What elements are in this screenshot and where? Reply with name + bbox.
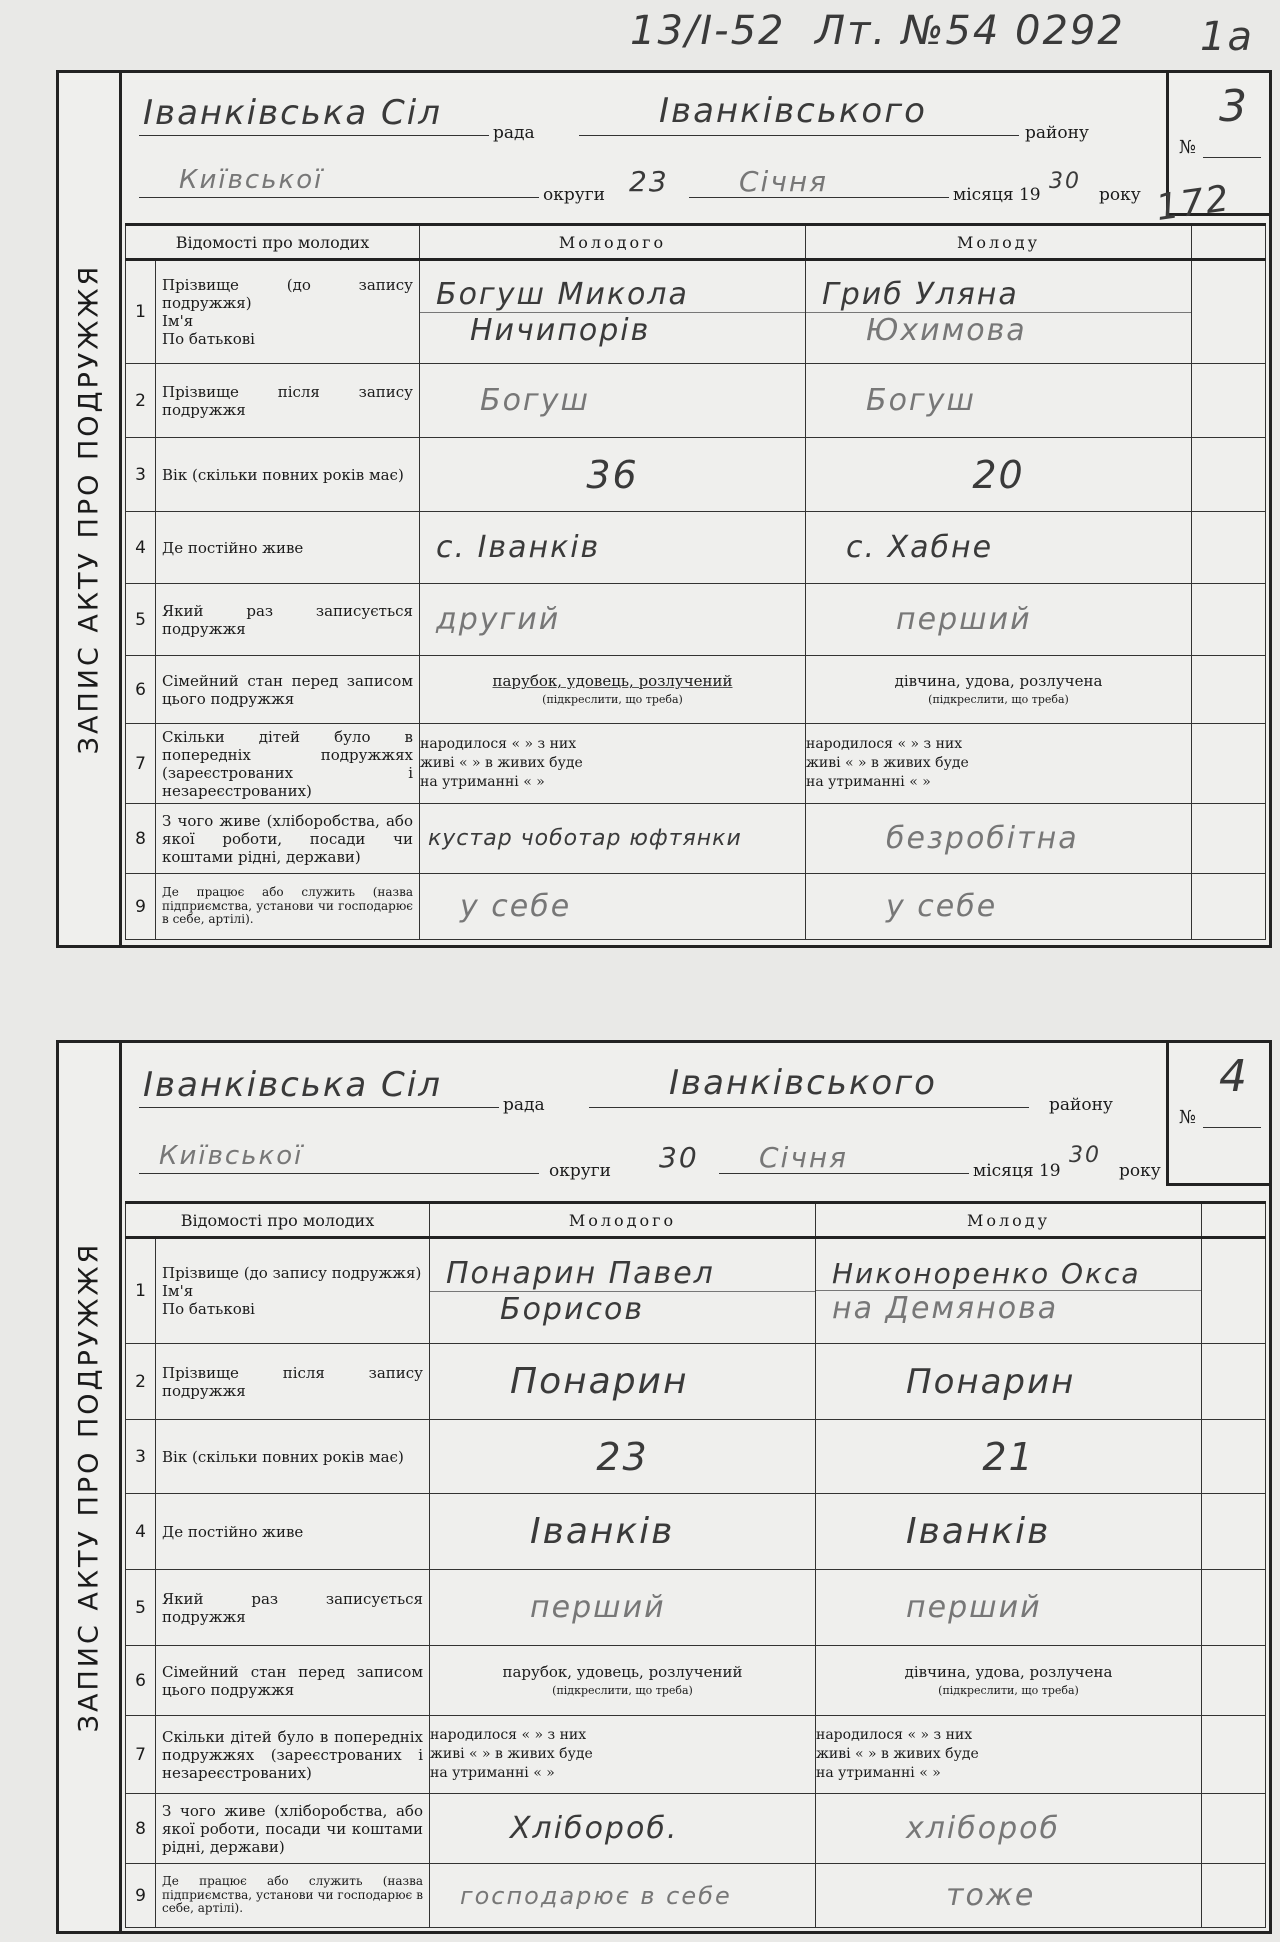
groom-status-options: парубок, удовець, розлучений — [502, 1663, 743, 1682]
groom-status-hint: (підкреслити, що треба) — [552, 1684, 693, 1698]
raion-label: району — [1025, 123, 1089, 143]
bride-residence: с. Хабне — [846, 530, 994, 565]
day: 23 — [629, 165, 669, 198]
month: Січня — [739, 165, 829, 198]
rada-label: рада — [493, 123, 535, 143]
misiatsia-label: місяця 19 — [953, 185, 1041, 205]
row-label-5: Який раз записується подружжя — [156, 1570, 430, 1646]
bride-children — [816, 1716, 1202, 1794]
col-info-header: Відомості про молодих — [126, 1203, 430, 1238]
groom-age: 36 — [586, 452, 639, 497]
roku-label: року — [1119, 1161, 1161, 1181]
record-number-box — [1166, 1043, 1269, 1186]
row-label-7: Скільки дітей було в попередніх подружжях (зареєстрованих і незареєстрованих) — [156, 1716, 430, 1794]
groom-surname-after: Понарин — [510, 1361, 689, 1402]
groom-residence: с. Іванків — [436, 530, 601, 565]
col-groom-header: Молодого — [430, 1203, 816, 1238]
marriage-record-form-1 — [56, 70, 1272, 948]
groom-children — [420, 724, 806, 804]
col-groom-header: Молодого — [420, 225, 806, 260]
bride-surname-after: Понарин — [906, 1361, 1076, 1402]
row-label-9: Де працює або служить (назва підприємства, установи чи господарює в себе, артілі). — [156, 874, 420, 940]
groom-children — [430, 1716, 816, 1794]
bride-kids-born: народилося « » з них — [806, 736, 963, 753]
year: 30 — [1049, 169, 1081, 194]
bride-surname-name: Гриб Уляна — [822, 276, 1019, 312]
groom-kids-born: народилося « » з них — [430, 1727, 587, 1744]
groom-kids-born: народилося « » з них — [420, 736, 577, 753]
row-label-3: Вік (скільки повних років має) — [156, 1420, 430, 1494]
number-label: № — [1179, 1107, 1197, 1128]
groom-surname-name: Понарин Павел — [446, 1255, 715, 1291]
groom-patronymic: Ничипорів — [470, 312, 651, 348]
record-table-2: Відомості про молодих Молодого Молоду 1 Прізвище (до запису подружжя) Ім'я По батькові Понарин Павел Борисов Никоноренко Окса на Демянова 2 Прізвище після запису подружжя Понарин Понарин 3 Вік (скільки повних років має) 23 21 4 Де постійно живе Іванків Іванків 5 Який раз записується подружжя перший перший 6 Сімейний стан перед записом цього подружжя парубок, удовець, розлучений (підкреслити, що треба) дівчина, удова, розлучена (підкреслити, що треба) 7 Скільки дітей було в попередніх подружжях (зареєстрованих і незареєстрованих) народилося « » з них живі « » в живих буде на утриманні « » народилося « » з них живі « » в живих буде на утриманні « » 8 З чого живе (хліборобства, або якої роботи, посади чи коштами рідні, держави) Хлібороб. хлібороб 9 Де працює або служить (назва підприємства, установи чи господарює в себе, артілі). господарює в себе тоже — [125, 1201, 1266, 1928]
archive-number-note: Лт. №54 0292 — [815, 8, 1125, 54]
row-label-4: Де постійно живе — [156, 512, 420, 584]
row-label-1: Прізвище (до запису подружжя) Ім'я По батькові — [156, 260, 420, 364]
bride-age: 20 — [972, 452, 1025, 497]
district-name: Іванківського — [659, 91, 927, 131]
okruha-name: Київської — [159, 1141, 304, 1171]
bride-livelihood: хлібороб — [906, 1811, 1061, 1846]
okruha-label: округи — [543, 185, 605, 205]
side-note: 172 — [1153, 178, 1234, 229]
row-label-4: Де постійно живе — [156, 1494, 430, 1570]
day: 30 — [659, 1141, 699, 1174]
okruha-name: Київської — [179, 165, 324, 195]
council-name: Іванківська Сіл — [143, 93, 442, 133]
row-label-3: Вік (скільки повних років має) — [156, 438, 420, 512]
row-label-6: Сімейний стан перед записом цього подружжя — [156, 1646, 430, 1716]
bride-kids-alive: живі « » в живих буде — [806, 755, 969, 772]
council-name: Іванківська Сіл — [143, 1065, 442, 1105]
form-title: ЗАПИС АКТУ ПРО ПОДРУЖЖЯ — [73, 1241, 105, 1733]
col-info-header: Відомості про молодих — [126, 225, 420, 260]
bride-kids-supported: на утриманні « » — [806, 773, 931, 790]
groom-work: господарює в себе — [460, 1881, 732, 1910]
row-label-9: Де працює або служить (назва підприємства, установи чи господарює в себе, артілі). — [156, 1864, 430, 1928]
form-title: ЗАПИС АКТУ ПРО ПОДРУЖЖЯ — [73, 263, 105, 755]
row-label-8: З чого живе (хліборобства, або якої роботи, посади чи коштами рідні, держави) — [156, 1794, 430, 1864]
bride-residence: Іванків — [906, 1511, 1051, 1552]
row-label-6: Сімейний стан перед записом цього подружжя — [156, 656, 420, 724]
groom-age: 23 — [596, 1434, 649, 1479]
bride-status-hint: (підкреслити, що треба) — [938, 1684, 1079, 1698]
groom-kids-alive: живі « » в живих буде — [420, 755, 583, 772]
groom-kids-alive: живі « » в живих буде — [430, 1746, 593, 1763]
bride-times: перший — [906, 1590, 1042, 1625]
row-label-5: Який раз записується подружжя — [156, 584, 420, 656]
misiatsia-label: місяця 19 — [973, 1161, 1061, 1181]
row-label-2: Прізвище після запису подружжя — [156, 364, 420, 438]
bride-times: перший — [896, 602, 1032, 637]
row-label-7: Скільки дітей було в попередніх подружжях (зареєстрованих і незареєстрованих) — [156, 724, 420, 804]
bride-kids-born: народилося « » з них — [816, 1727, 973, 1744]
number-label: № — [1179, 137, 1197, 158]
groom-work: у себе — [460, 889, 572, 924]
corner-note: 1а — [1200, 14, 1254, 60]
groom-patronymic: Борисов — [500, 1291, 645, 1327]
groom-status-hint: (підкреслити, що треба) — [542, 693, 683, 707]
groom-surname-name: Богуш Микола — [436, 276, 689, 312]
groom-kids-supported: на утриманні « » — [420, 773, 545, 790]
groom-livelihood: Хлібороб. — [510, 1811, 679, 1846]
groom-times: перший — [530, 1590, 666, 1625]
bride-work: у себе — [886, 889, 998, 924]
month: Січня — [759, 1141, 849, 1174]
bride-patronymic: Юхимова — [866, 312, 1027, 348]
bride-work: тоже — [946, 1878, 1036, 1913]
record-number: 3 — [1219, 81, 1249, 132]
bride-status-hint: (підкреслити, що треба) — [928, 693, 1069, 707]
groom-residence: Іванків — [530, 1511, 675, 1552]
district-name: Іванківського — [669, 1063, 937, 1103]
roku-label: року — [1099, 185, 1141, 205]
col-bride-header: Молоду — [816, 1203, 1202, 1238]
bride-kids-alive: живі « » в живих буде — [816, 1746, 979, 1763]
bride-age: 21 — [982, 1434, 1035, 1479]
bride-surname-after: Богуш — [866, 383, 976, 418]
bride-kids-supported: на утриманні « » — [816, 1764, 941, 1781]
row-label-8: З чого живе (хліборобства, або якої роботи, посади чи коштами рідні, держави) — [156, 804, 420, 874]
groom-livelihood: кустар чоботар юфтянки — [428, 826, 742, 851]
rada-label: рада — [503, 1095, 545, 1115]
record-number: 4 — [1219, 1051, 1249, 1102]
groom-kids-supported: на утриманні « » — [430, 1764, 555, 1781]
okruha-label: округи — [549, 1161, 611, 1181]
year: 30 — [1069, 1143, 1101, 1168]
bride-patronymic: на Демянова — [832, 1290, 1059, 1326]
row-label-1: Прізвище (до запису подружжя) Ім'я По батькові — [156, 1238, 430, 1344]
side-title-strip — [59, 1043, 122, 1931]
raion-label: району — [1049, 1095, 1113, 1115]
side-title-strip — [59, 73, 122, 945]
record-table-1: Відомості про молодих Молодого Молоду 1 Прізвище (до запису подружжя) Ім'я По батькові Богуш Микола Ничипорів Гриб Уляна Юхимова 2 Прізвище після запису подружжя Богуш Богуш 3 Вік (скільки повних років має) 36 20 4 Де постійно живе с. Іванків с. Хабне 5 Який раз записується подружжя другий перший 6 Сімейний стан перед записом цього подружжя парубок, удовець, розлучений (підкреслити, що треба) дівчина, удова, розлучена (підкреслити, що треба) 7 Скільки дітей було в попередніх подружжях (зареєстрованих і незареєстрованих) народилося « » з них живі « » в живих буде на утриманні « » народилося « » з них живі « » в живих буде на утриманні « » 8 З чого живе (хліборобства, або якої роботи, посади чи коштами рідні, держави) кустар чоботар юфтянки безробітна 9 Де працює або служить (назва підприємства, установи чи господарює в себе, артілі). у себе у себе — [125, 223, 1266, 940]
bride-status-options: дівчина, удова, розлучена — [894, 672, 1103, 691]
col-bride-header: Молоду — [806, 225, 1192, 260]
groom-times: другий — [436, 602, 561, 637]
groom-status-options: парубок, удовець, розлучений — [492, 672, 733, 691]
archive-date-note: 13/I-52 — [630, 8, 786, 54]
bride-children — [806, 724, 1192, 804]
marriage-record-form-2 — [56, 1040, 1272, 1934]
bride-status-options: дівчина, удова, розлучена — [904, 1663, 1113, 1682]
bride-livelihood: безробітна — [886, 821, 1079, 856]
row-label-2: Прізвище після запису подружжя — [156, 1344, 430, 1420]
groom-surname-after: Богуш — [480, 383, 590, 418]
bride-surname-name: Никоноренко Окса — [832, 1256, 1141, 1290]
